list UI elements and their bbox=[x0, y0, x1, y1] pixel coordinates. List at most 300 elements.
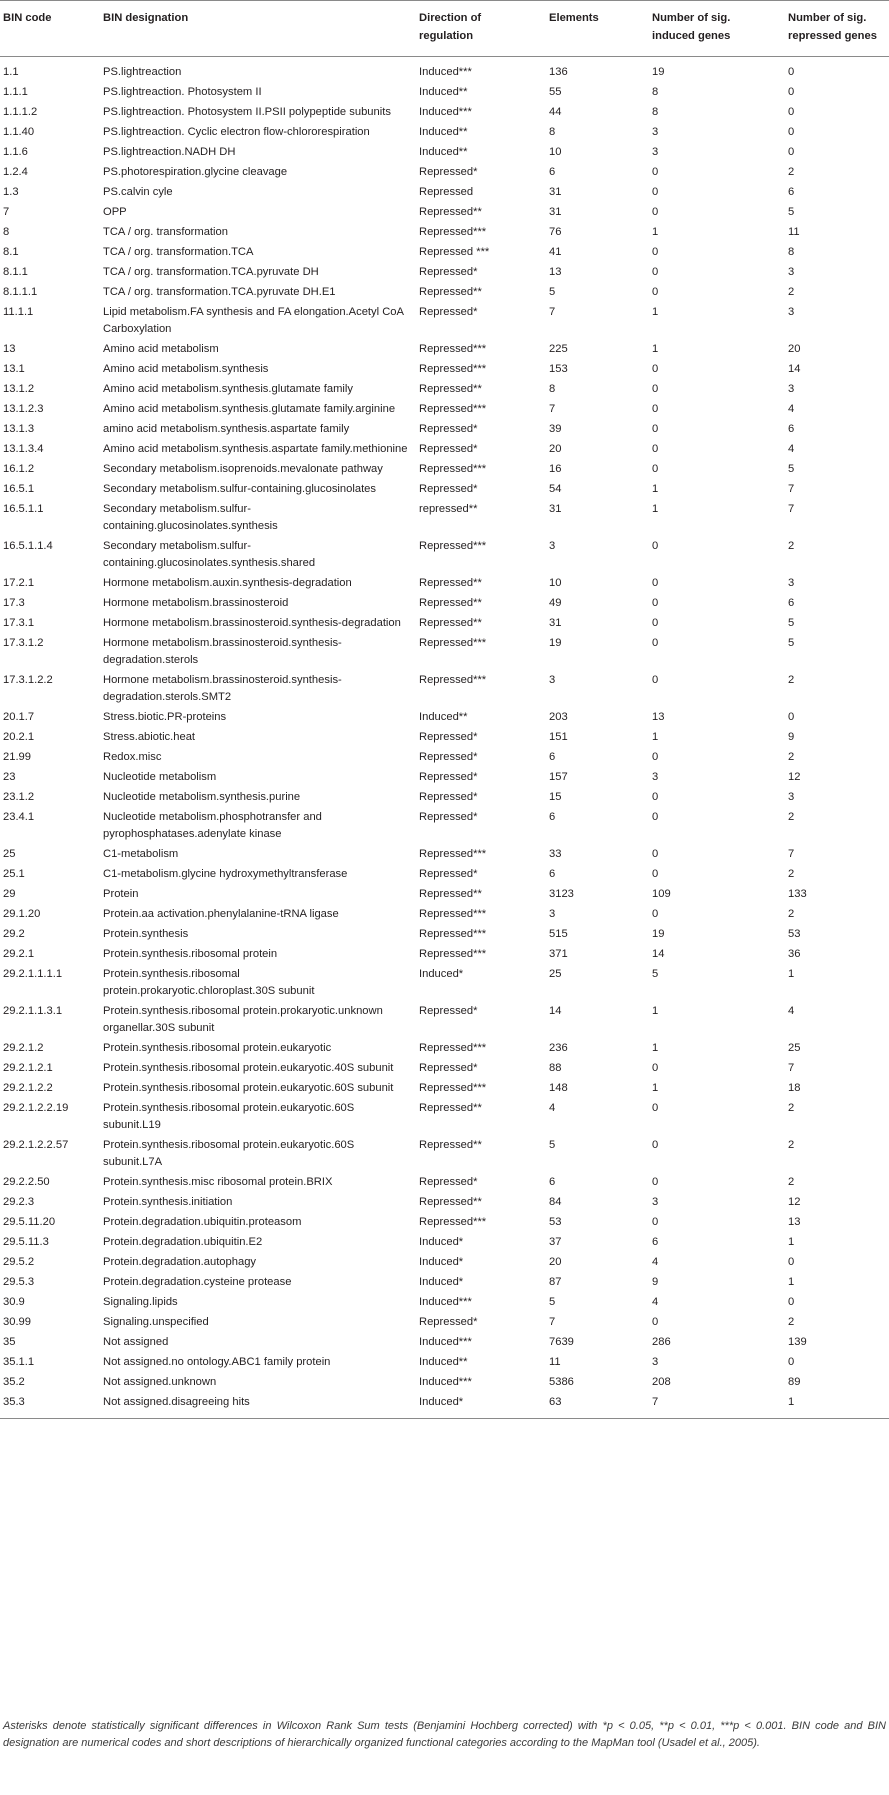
table-row bbox=[0, 420, 889, 440]
table-row bbox=[0, 360, 889, 380]
induced-count-cell: 0 bbox=[652, 206, 659, 218]
induced-count-cell: 0 bbox=[652, 463, 659, 475]
induced-count-cell: 0 bbox=[652, 597, 659, 609]
direction-cell: Repressed** bbox=[419, 286, 482, 298]
repressed-count-cell: 2 bbox=[788, 751, 795, 763]
repressed-count-cell: 0 bbox=[788, 1296, 795, 1308]
header-induced: Number of sig. induced genes bbox=[649, 1, 785, 57]
elements-cell: 76 bbox=[549, 226, 562, 238]
repressed-count-cell: 133 bbox=[788, 888, 807, 900]
repressed-count-cell: 3 bbox=[788, 306, 795, 318]
repressed-count-cell: 0 bbox=[788, 66, 795, 78]
direction-cell: Repressed** bbox=[419, 617, 482, 629]
direction-cell: Repressed* bbox=[419, 1176, 478, 1188]
bin-designation-cell: Hormone metabolism.brassinosteroid.synthesis-degradation.sterols.SMT2 bbox=[103, 674, 342, 703]
table-row bbox=[0, 340, 889, 360]
bin-designation-cell: TCA / org. transformation bbox=[103, 226, 228, 238]
direction-cell: Repressed*** bbox=[419, 403, 487, 415]
table-row bbox=[0, 163, 889, 183]
bin-code-cell: 8.1.1 bbox=[3, 266, 28, 278]
repressed-count-cell: 7 bbox=[788, 848, 795, 860]
bin-designation-cell: Not assigned.unknown bbox=[103, 1376, 217, 1388]
header-bin-code: BIN code bbox=[0, 1, 100, 57]
repressed-count-cell: 3 bbox=[788, 383, 795, 395]
bin-code-cell: 16.1.2 bbox=[3, 463, 35, 475]
bin-code-cell: 13.1.3.4 bbox=[3, 443, 44, 455]
induced-count-cell: 3 bbox=[652, 1196, 659, 1208]
repressed-count-cell: 7 bbox=[788, 1062, 795, 1074]
elements-cell: 20 bbox=[549, 1256, 562, 1268]
induced-count-cell: 0 bbox=[652, 1176, 659, 1188]
bin-code-cell: 17.3.1.2 bbox=[3, 637, 44, 649]
repressed-count-cell: 89 bbox=[788, 1376, 801, 1388]
bin-code-cell: 29.2.1.2.2.19 bbox=[3, 1102, 69, 1114]
direction-cell: Repressed* bbox=[419, 1316, 478, 1328]
repressed-count-cell: 0 bbox=[788, 1256, 795, 1268]
direction-cell: Repressed** bbox=[419, 888, 482, 900]
bin-code-cell: 11.1.1 bbox=[3, 306, 34, 318]
table-row bbox=[0, 500, 889, 537]
elements-cell: 25 bbox=[549, 968, 562, 980]
table-row bbox=[0, 143, 889, 163]
direction-cell: Induced** bbox=[419, 146, 468, 158]
direction-cell: Repressed* bbox=[419, 731, 478, 743]
elements-cell: 7 bbox=[549, 306, 556, 318]
table-row bbox=[0, 925, 889, 945]
elements-cell: 5386 bbox=[549, 1376, 574, 1388]
elements-cell: 8 bbox=[549, 126, 556, 138]
induced-count-cell: 0 bbox=[652, 246, 659, 258]
bin-code-cell: 29.2 bbox=[3, 928, 25, 940]
bin-designation-cell: Protein.synthesis.ribosomal protein.prokaryotic.unknown organellar.30S subunit bbox=[103, 1005, 383, 1034]
repressed-count-cell: 7 bbox=[788, 503, 795, 515]
direction-cell: Induced** bbox=[419, 711, 468, 723]
direction-cell: Repressed** bbox=[419, 1102, 482, 1114]
direction-cell: Repressed* bbox=[419, 811, 478, 823]
bin-code-cell: 16.5.1.1 bbox=[3, 503, 44, 515]
repressed-count-cell: 3 bbox=[788, 791, 795, 803]
elements-cell: 16 bbox=[549, 463, 562, 475]
table-row bbox=[0, 1313, 889, 1333]
bin-designation-cell: TCA / org. transformation.TCA.pyruvate DH bbox=[103, 266, 319, 278]
direction-cell: Repressed*** bbox=[419, 674, 487, 686]
bin-code-cell: 20.1.7 bbox=[3, 711, 35, 723]
repressed-count-cell: 13 bbox=[788, 1216, 801, 1228]
table-row bbox=[0, 243, 889, 263]
repressed-count-cell: 36 bbox=[788, 948, 801, 960]
bin-code-cell: 20.2.1 bbox=[3, 731, 35, 743]
bin-code-cell: 1.1 bbox=[3, 66, 19, 78]
elements-cell: 20 bbox=[549, 443, 562, 455]
direction-cell: Repressed*** bbox=[419, 226, 487, 238]
elements-cell: 136 bbox=[549, 66, 568, 78]
repressed-count-cell: 0 bbox=[788, 146, 795, 158]
repressed-count-cell: 139 bbox=[788, 1336, 807, 1348]
header-direction: Direction of regulation bbox=[416, 1, 546, 57]
induced-count-cell: 0 bbox=[652, 166, 659, 178]
bin-designation-cell: PS.lightreaction. Photosystem II bbox=[103, 86, 262, 98]
repressed-count-cell: 2 bbox=[788, 1102, 795, 1114]
repressed-count-cell: 7 bbox=[788, 483, 795, 495]
elements-cell: 7 bbox=[549, 1316, 556, 1328]
bin-code-cell: 1.1.1.2 bbox=[3, 106, 38, 118]
direction-cell: Repressed* bbox=[419, 1062, 478, 1074]
direction-cell: Repressed*** bbox=[419, 540, 487, 552]
repressed-count-cell: 0 bbox=[788, 126, 795, 138]
table-row bbox=[0, 1373, 889, 1393]
bin-code-cell: 1.1.1 bbox=[3, 86, 28, 98]
repressed-count-cell: 4 bbox=[788, 403, 795, 415]
induced-count-cell: 286 bbox=[652, 1336, 671, 1348]
bin-code-cell: 30.9 bbox=[3, 1296, 25, 1308]
induced-count-cell: 0 bbox=[652, 266, 659, 278]
induced-count-cell: 1 bbox=[652, 1042, 659, 1054]
bin-code-cell: 29.5.2 bbox=[3, 1256, 35, 1268]
table-row bbox=[0, 400, 889, 420]
elements-cell: 49 bbox=[549, 597, 562, 609]
header-row bbox=[0, 1, 889, 57]
induced-count-cell: 0 bbox=[652, 908, 659, 920]
elements-cell: 87 bbox=[549, 1276, 562, 1288]
repressed-count-cell: 3 bbox=[788, 266, 795, 278]
elements-cell: 6 bbox=[549, 751, 556, 763]
bin-designation-cell: Hormone metabolism.brassinosteroid.synthesis-degradation.sterols bbox=[103, 637, 342, 666]
table-header bbox=[0, 1, 889, 57]
table-row bbox=[0, 594, 889, 614]
induced-count-cell: 19 bbox=[652, 66, 665, 78]
bin-code-cell: 16.5.1.1.4 bbox=[3, 540, 53, 552]
table-row bbox=[0, 1213, 889, 1233]
direction-cell: Repressed*** bbox=[419, 948, 487, 960]
bin-code-cell: 29.2.1.1.3.1 bbox=[3, 1005, 63, 1017]
elements-cell: 515 bbox=[549, 928, 568, 940]
direction-cell: Induced*** bbox=[419, 1376, 472, 1388]
elements-cell: 3 bbox=[549, 674, 556, 686]
repressed-count-cell: 8 bbox=[788, 246, 795, 258]
bin-code-cell: 25 bbox=[3, 848, 16, 860]
bin-designation-cell: C1-metabolism.glycine hydroxymethyltransferase bbox=[103, 868, 348, 880]
repressed-count-cell: 1 bbox=[788, 1396, 795, 1408]
bin-code-cell: 17.3.1.2.2 bbox=[3, 674, 53, 686]
elements-cell: 37 bbox=[549, 1236, 562, 1248]
direction-cell: Repressed* bbox=[419, 791, 478, 803]
bin-designation-cell: Hormone metabolism.auxin.synthesis-degradation bbox=[103, 577, 352, 589]
elements-cell: 7 bbox=[549, 403, 556, 415]
induced-count-cell: 0 bbox=[652, 848, 659, 860]
elements-cell: 157 bbox=[549, 771, 568, 783]
induced-count-cell: 7 bbox=[652, 1396, 659, 1408]
repressed-count-cell: 20 bbox=[788, 343, 801, 355]
elements-cell: 15 bbox=[549, 791, 562, 803]
bin-code-cell: 29.5.3 bbox=[3, 1276, 35, 1288]
bin-designation-cell: Amino acid metabolism.synthesis.aspartate family.methionine bbox=[103, 443, 408, 455]
table-row bbox=[0, 808, 889, 845]
elements-cell: 225 bbox=[549, 343, 568, 355]
bin-code-cell: 29.2.1.1.1.1 bbox=[3, 968, 63, 980]
bin-designation-cell: Signaling.lipids bbox=[103, 1296, 178, 1308]
bin-code-cell: 35.1.1 bbox=[3, 1356, 35, 1368]
bin-code-cell: 35.3 bbox=[3, 1396, 25, 1408]
induced-count-cell: 0 bbox=[652, 791, 659, 803]
table-row bbox=[0, 103, 889, 123]
elements-cell: 203 bbox=[549, 711, 568, 723]
induced-count-cell: 0 bbox=[652, 1139, 659, 1151]
repressed-count-cell: 0 bbox=[788, 106, 795, 118]
bin-designation-cell: PS.lightreaction. Cyclic electron flow-chlororespiration bbox=[103, 126, 370, 138]
direction-cell: Induced* bbox=[419, 1256, 464, 1268]
repressed-count-cell: 12 bbox=[788, 1196, 801, 1208]
direction-cell: Repressed*** bbox=[419, 1042, 487, 1054]
direction-cell: Induced* bbox=[419, 1276, 464, 1288]
direction-cell: Repressed** bbox=[419, 206, 482, 218]
table-row bbox=[0, 1136, 889, 1173]
bin-code-cell: 29.2.1.2.1 bbox=[3, 1062, 53, 1074]
direction-cell: Repressed* bbox=[419, 306, 478, 318]
bin-designation-cell: Redox.misc bbox=[103, 751, 162, 763]
bin-designation-cell: PS.lightreaction bbox=[103, 66, 182, 78]
elements-cell: 39 bbox=[549, 423, 562, 435]
bin-code-cell: 17.3 bbox=[3, 597, 25, 609]
direction-cell: Repressed*** bbox=[419, 463, 487, 475]
repressed-count-cell: 25 bbox=[788, 1042, 801, 1054]
induced-count-cell: 4 bbox=[652, 1256, 659, 1268]
repressed-count-cell: 6 bbox=[788, 597, 795, 609]
elements-cell: 153 bbox=[549, 363, 568, 375]
direction-cell: Repressed*** bbox=[419, 1216, 487, 1228]
repressed-count-cell: 1 bbox=[788, 1276, 795, 1288]
direction-cell: Repressed* bbox=[419, 483, 478, 495]
direction-cell: Repressed*** bbox=[419, 637, 487, 649]
repressed-count-cell: 2 bbox=[788, 1316, 795, 1328]
table-row bbox=[0, 1099, 889, 1136]
table-row bbox=[0, 460, 889, 480]
bin-designation-cell: Amino acid metabolism.synthesis bbox=[103, 363, 269, 375]
table-row bbox=[0, 768, 889, 788]
bin-code-cell: 17.2.1 bbox=[3, 577, 35, 589]
repressed-count-cell: 2 bbox=[788, 908, 795, 920]
elements-cell: 31 bbox=[549, 617, 562, 629]
bin-designation-cell: Protein.degradation.ubiquitin.proteasom bbox=[103, 1216, 302, 1228]
induced-count-cell: 0 bbox=[652, 617, 659, 629]
table-row bbox=[0, 263, 889, 283]
repressed-count-cell: 12 bbox=[788, 771, 801, 783]
table-row bbox=[0, 183, 889, 203]
elements-cell: 371 bbox=[549, 948, 568, 960]
bin-designation-cell: Protein.synthesis.ribosomal protein.eukaryotic.60S subunit.L7A bbox=[103, 1139, 355, 1168]
repressed-count-cell: 2 bbox=[788, 1139, 795, 1151]
bin-designation-cell: Nucleotide metabolism.phosphotransfer and pyrophosphatases.adenylate kinase bbox=[103, 811, 322, 840]
bin-code-cell: 23.4.1 bbox=[3, 811, 35, 823]
bin-designation-cell: Secondary metabolism.isoprenoids.mevalonate pathway bbox=[103, 463, 383, 475]
bin-designation-cell: Nucleotide metabolism.synthesis.purine bbox=[103, 791, 301, 803]
bin-code-cell: 29.5.11.20 bbox=[3, 1216, 56, 1228]
bin-designation-cell: Hormone metabolism.brassinosteroid bbox=[103, 597, 289, 609]
elements-cell: 10 bbox=[549, 577, 562, 589]
table-row bbox=[0, 1333, 889, 1353]
table-row bbox=[0, 708, 889, 728]
table-row bbox=[0, 905, 889, 925]
bin-designation-cell: Protein.synthesis.ribosomal protein.eukaryotic.60S subunit bbox=[103, 1082, 394, 1094]
bin-code-cell: 35 bbox=[3, 1336, 16, 1348]
repressed-count-cell: 2 bbox=[788, 811, 795, 823]
direction-cell: Induced* bbox=[419, 1396, 464, 1408]
induced-count-cell: 1 bbox=[652, 483, 659, 495]
direction-cell: Induced*** bbox=[419, 66, 472, 78]
induced-count-cell: 1 bbox=[652, 731, 659, 743]
induced-count-cell: 1 bbox=[652, 1005, 659, 1017]
induced-count-cell: 0 bbox=[652, 577, 659, 589]
induced-count-cell: 8 bbox=[652, 86, 659, 98]
elements-cell: 31 bbox=[549, 503, 562, 515]
direction-cell: Repressed* bbox=[419, 771, 478, 783]
table-row bbox=[0, 83, 889, 103]
table-row bbox=[0, 634, 889, 671]
bin-designation-cell: Stress.abiotic.heat bbox=[103, 731, 196, 743]
bin-designation-cell: Amino acid metabolism.synthesis.glutamate family bbox=[103, 383, 353, 395]
bin-code-cell: 35.2 bbox=[3, 1376, 25, 1388]
elements-cell: 7639 bbox=[549, 1336, 574, 1348]
table-row bbox=[0, 1393, 889, 1419]
bin-code-cell: 1.2.4 bbox=[3, 166, 28, 178]
repressed-count-cell: 5 bbox=[788, 637, 795, 649]
table-row bbox=[0, 1173, 889, 1193]
induced-count-cell: 14 bbox=[652, 948, 665, 960]
table-row bbox=[0, 1193, 889, 1213]
bin-code-cell: 7 bbox=[3, 206, 10, 218]
repressed-count-cell: 2 bbox=[788, 540, 795, 552]
repressed-count-cell: 3 bbox=[788, 577, 795, 589]
bin-code-cell: 1.3 bbox=[3, 186, 19, 198]
bin-code-cell: 29.2.1.2.2.57 bbox=[3, 1139, 69, 1151]
repressed-count-cell: 0 bbox=[788, 86, 795, 98]
bin-designation-cell: Protein.degradation.cysteine protease bbox=[103, 1276, 292, 1288]
table-row bbox=[0, 945, 889, 965]
bin-designation-cell: Secondary metabolism.sulfur-containing.glucosinolates.synthesis.shared bbox=[103, 540, 316, 569]
direction-cell: Induced*** bbox=[419, 1296, 472, 1308]
bin-code-cell: 29.1.20 bbox=[3, 908, 41, 920]
bin-designation-cell: Not assigned.no ontology.ABC1 family protein bbox=[103, 1356, 331, 1368]
repressed-count-cell: 0 bbox=[788, 1356, 795, 1368]
bin-designation-cell: Stress.biotic.PR-proteins bbox=[103, 711, 227, 723]
bin-designation-cell: Protein.aa activation.phenylalanine-tRNA ligase bbox=[103, 908, 339, 920]
direction-cell: Induced*** bbox=[419, 1336, 472, 1348]
header-repressed: Number of sig. repressed genes bbox=[785, 1, 889, 57]
direction-cell: Induced** bbox=[419, 1356, 468, 1368]
induced-count-cell: 6 bbox=[652, 1236, 659, 1248]
elements-cell: 8 bbox=[549, 383, 556, 395]
elements-cell: 3 bbox=[549, 540, 556, 552]
bin-code-cell: 16.5.1 bbox=[3, 483, 35, 495]
elements-cell: 5 bbox=[549, 286, 556, 298]
direction-cell: Repressed** bbox=[419, 1196, 482, 1208]
direction-cell: Repressed*** bbox=[419, 343, 487, 355]
induced-count-cell: 3 bbox=[652, 1356, 659, 1368]
bin-designation-cell: Secondary metabolism.sulfur-containing.glucosinolates.synthesis bbox=[103, 503, 278, 532]
induced-count-cell: 3 bbox=[652, 146, 659, 158]
repressed-count-cell: 9 bbox=[788, 731, 795, 743]
bin-designation-cell: Amino acid metabolism bbox=[103, 343, 219, 355]
bin-designation-cell: Nucleotide metabolism bbox=[103, 771, 217, 783]
bin-designation-cell: OPP bbox=[103, 206, 127, 218]
repressed-count-cell: 5 bbox=[788, 617, 795, 629]
bin-code-cell: 13.1.3 bbox=[3, 423, 35, 435]
table-row bbox=[0, 865, 889, 885]
induced-count-cell: 0 bbox=[652, 1316, 659, 1328]
elements-cell: 54 bbox=[549, 483, 562, 495]
table-row bbox=[0, 57, 889, 84]
table-footnote: Asterisks denote statistically significant differences in Wilcoxon Rank Sum tests (Benjamini Hochberg corrected) with *p < 0.05, **p < 0.01, ***p < 0.001. BIN code and BIN designation are numerical codes and short descriptions of hierarchically organized functional categories according to the MapMan tool (Usadel et al., 2005). bbox=[3, 1720, 886, 1749]
table-row bbox=[0, 748, 889, 768]
bin-code-cell: 13 bbox=[3, 343, 16, 355]
repressed-count-cell: 6 bbox=[788, 423, 795, 435]
elements-cell: 55 bbox=[549, 86, 562, 98]
bin-designation-cell: Protein.synthesis.ribosomal protein.eukaryotic bbox=[103, 1042, 332, 1054]
elements-cell: 6 bbox=[549, 811, 556, 823]
repressed-count-cell: 0 bbox=[788, 711, 795, 723]
direction-cell: Repressed* bbox=[419, 266, 478, 278]
bin-designation-cell: Protein.synthesis.ribosomal protein.eukaryotic.60S subunit.L19 bbox=[103, 1102, 355, 1131]
table-row bbox=[0, 537, 889, 574]
elements-cell: 236 bbox=[549, 1042, 568, 1054]
induced-count-cell: 0 bbox=[652, 383, 659, 395]
bin-code-cell: 30.99 bbox=[3, 1316, 31, 1328]
bin-designation-cell: Protein bbox=[103, 888, 139, 900]
table-row bbox=[0, 1079, 889, 1099]
direction-cell: Induced** bbox=[419, 86, 468, 98]
elements-cell: 44 bbox=[549, 106, 562, 118]
bin-code-cell: 23 bbox=[3, 771, 16, 783]
table-row bbox=[0, 303, 889, 340]
elements-cell: 5 bbox=[549, 1296, 556, 1308]
induced-count-cell: 1 bbox=[652, 343, 659, 355]
direction-cell: Repressed** bbox=[419, 1139, 482, 1151]
table-row bbox=[0, 614, 889, 634]
induced-count-cell: 208 bbox=[652, 1376, 671, 1388]
bin-designation-cell: Protein.synthesis.initiation bbox=[103, 1196, 233, 1208]
table-row bbox=[0, 1253, 889, 1273]
repressed-count-cell: 1 bbox=[788, 968, 795, 980]
elements-cell: 6 bbox=[549, 1176, 556, 1188]
direction-cell: Repressed*** bbox=[419, 848, 487, 860]
induced-count-cell: 0 bbox=[652, 403, 659, 415]
elements-cell: 88 bbox=[549, 1062, 562, 1074]
table-row bbox=[0, 1293, 889, 1313]
induced-count-cell: 0 bbox=[652, 1102, 659, 1114]
bin-code-cell: 29.2.1.2 bbox=[3, 1042, 44, 1054]
table-row bbox=[0, 480, 889, 500]
bin-designation-cell: Amino acid metabolism.synthesis.glutamate family.arginine bbox=[103, 403, 396, 415]
table-row bbox=[0, 574, 889, 594]
direction-cell: Induced* bbox=[419, 968, 464, 980]
bin-designation-cell: TCA / org. transformation.TCA bbox=[103, 246, 254, 258]
induced-count-cell: 19 bbox=[652, 928, 665, 940]
bin-designation-cell: PS.lightreaction.NADH DH bbox=[103, 146, 236, 158]
elements-cell: 53 bbox=[549, 1216, 562, 1228]
repressed-count-cell: 6 bbox=[788, 186, 795, 198]
direction-cell: Induced* bbox=[419, 1236, 464, 1248]
table-row bbox=[0, 203, 889, 223]
induced-count-cell: 0 bbox=[652, 1062, 659, 1074]
bin-designation-cell: PS.lightreaction. Photosystem II.PSII polypeptide subunits bbox=[103, 106, 391, 118]
bin-designation-cell: Protein.degradation.ubiquitin.E2 bbox=[103, 1236, 263, 1248]
induced-count-cell: 0 bbox=[652, 637, 659, 649]
bin-designation-cell: PS.photorespiration.glycine cleavage bbox=[103, 166, 288, 178]
table-body bbox=[0, 57, 889, 1419]
repressed-count-cell: 2 bbox=[788, 1176, 795, 1188]
bin-code-cell: 13.1.2.3 bbox=[3, 403, 44, 415]
table-row bbox=[0, 440, 889, 460]
elements-cell: 31 bbox=[549, 186, 562, 198]
